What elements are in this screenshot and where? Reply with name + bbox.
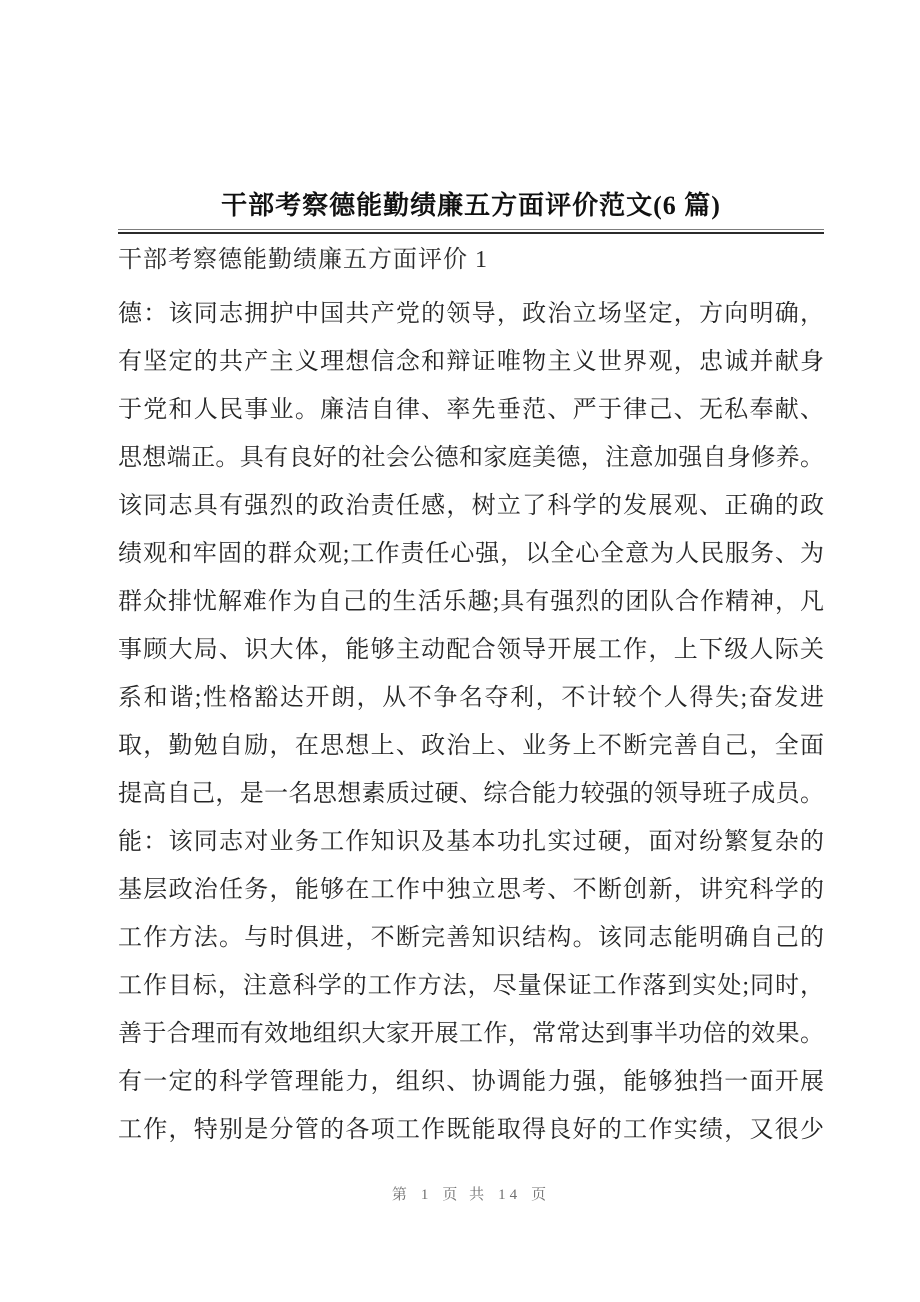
body-line: 该同志具有强烈的政治责任感，树立了科学的发展观、正确的政 <box>118 493 824 519</box>
page-footer <box>118 1185 824 1205</box>
body-line: 工作目标，注意科学的工作方法，尽量保证工作落到实处;同时， <box>118 973 824 999</box>
body-line: 事顾大局、识大体，能够主动配合领导开展工作，上下级人际关 <box>118 637 824 663</box>
body-line: 有一定的科学管理能力，组织、协调能力强，能够独挡一面开展 <box>118 1069 824 1095</box>
body-line: 能：该同志对业务工作知识及基本功扎实过硬，面对纷繁复杂的 <box>118 829 824 855</box>
footer-total-pages: 14 <box>498 1187 522 1203</box>
body-line: 于党和人民事业。廉洁自律、率先垂范、严于律己、无私奉献、 <box>118 397 824 423</box>
footer-page-number: 1 <box>420 1187 433 1203</box>
body-line: 绩观和牢固的群众观;工作责任心强，以全心全意为人民服务、为 <box>118 541 824 567</box>
footer-page-suffix: 页 <box>531 1187 551 1203</box>
document-body <box>118 290 824 1154</box>
body-line: 工作，特别是分管的各项工作既能取得良好的工作实绩，又很少 <box>118 1117 824 1143</box>
document-title: 干部考察德能勤绩廉五方面评价范文(6 篇) <box>221 191 721 220</box>
footer-page-prefix: 第 <box>391 1187 411 1203</box>
body-line: 群众排忧解难作为自己的生活乐趣;具有强烈的团队合作精神，凡 <box>118 589 824 615</box>
body-line: 善于合理而有效地组织大家开展工作，常常达到事半功倍的效果。 <box>118 1021 824 1047</box>
body-line: 提高自己，是一名思想素质过硬、综合能力较强的领导班子成员。 <box>118 781 824 807</box>
body-line: 取，勤勉自励，在思想上、政治上、业务上不断完善自己，全面 <box>118 733 824 759</box>
title-divider <box>118 229 824 234</box>
body-line: 系和谐;性格豁达开朗，从不争名夺利，不计较个人得失;奋发进 <box>118 685 824 711</box>
body-line: 基层政治任务，能够在工作中独立思考、不断创新，讲究科学的 <box>118 877 824 903</box>
section-heading: 干部考察德能勤绩廉五方面评价 1 <box>118 247 488 273</box>
body-line: 德：该同志拥护中国共产党的领导，政治立场坚定，方向明确， <box>118 301 824 327</box>
document-content <box>118 188 824 1205</box>
footer-page-middle: 页 共 <box>442 1187 489 1203</box>
body-line: 有坚定的共产主义理想信念和辩证唯物主义世界观，忠诚并献身 <box>118 349 824 375</box>
body-line: 工作方法。与时俱进，不断完善知识结构。该同志能明确自己的 <box>118 925 824 951</box>
body-line: 思想端正。具有良好的社会公德和家庭美德，注意加强自身修养。 <box>118 445 824 471</box>
